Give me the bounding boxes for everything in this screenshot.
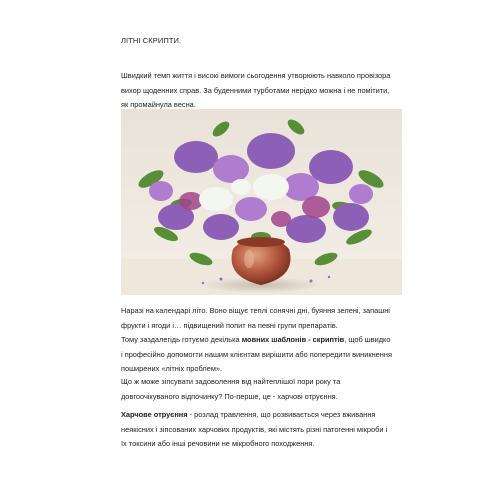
paragraph-scripts-lead: Тому заздалегідь готуємо декілька <box>121 335 242 344</box>
document-title: ЛІТНІ СКРИПТИ. <box>121 36 182 45</box>
lilac-bouquet-image <box>121 109 402 295</box>
paragraph-scripts <box>121 333 393 377</box>
paragraph-food-poisoning <box>121 408 393 452</box>
paragraph-scripts-bold: мовних шаблонів - скриптів <box>241 335 345 344</box>
food-poisoning-definition: - розлад травлення, що розвивається через вживання неякісних і зіпсованих харчових продуктів, які містять різні патогенні мікроби і їх токсини або інші речовини не мікробного походження. <box>121 410 388 449</box>
food-poisoning-term: Харчове отруєння <box>121 410 188 419</box>
paragraph-question: Що ж може зіпсувати задоволення від найтеплішої пори року та довгоочікуваного відпочинку? По-перше, це - харчові отруєння. <box>121 377 341 401</box>
paragraph-scripts-tail: , щоб швидко і професійно допомогти нашим клієнтам вирішити або попередити виникнення поширених «літніх проблем». <box>121 335 392 374</box>
intro-paragraph: Швидкий темп життя і високі вимоги сьогодення утворюють навколо провізора вихор щоденних справ. За буденними турботами нерідко можна і не помітити, як промайнула весна. <box>121 71 391 110</box>
paragraph-summer: Наразі на календарі літо. Воно віщує теплі сонячні дні, буяння зелені, запашні фрукти і ягоди і… підвищений попит на певні групи препаратів. <box>121 306 390 330</box>
lilac-bouquet-vase-painting-icon <box>121 109 402 295</box>
